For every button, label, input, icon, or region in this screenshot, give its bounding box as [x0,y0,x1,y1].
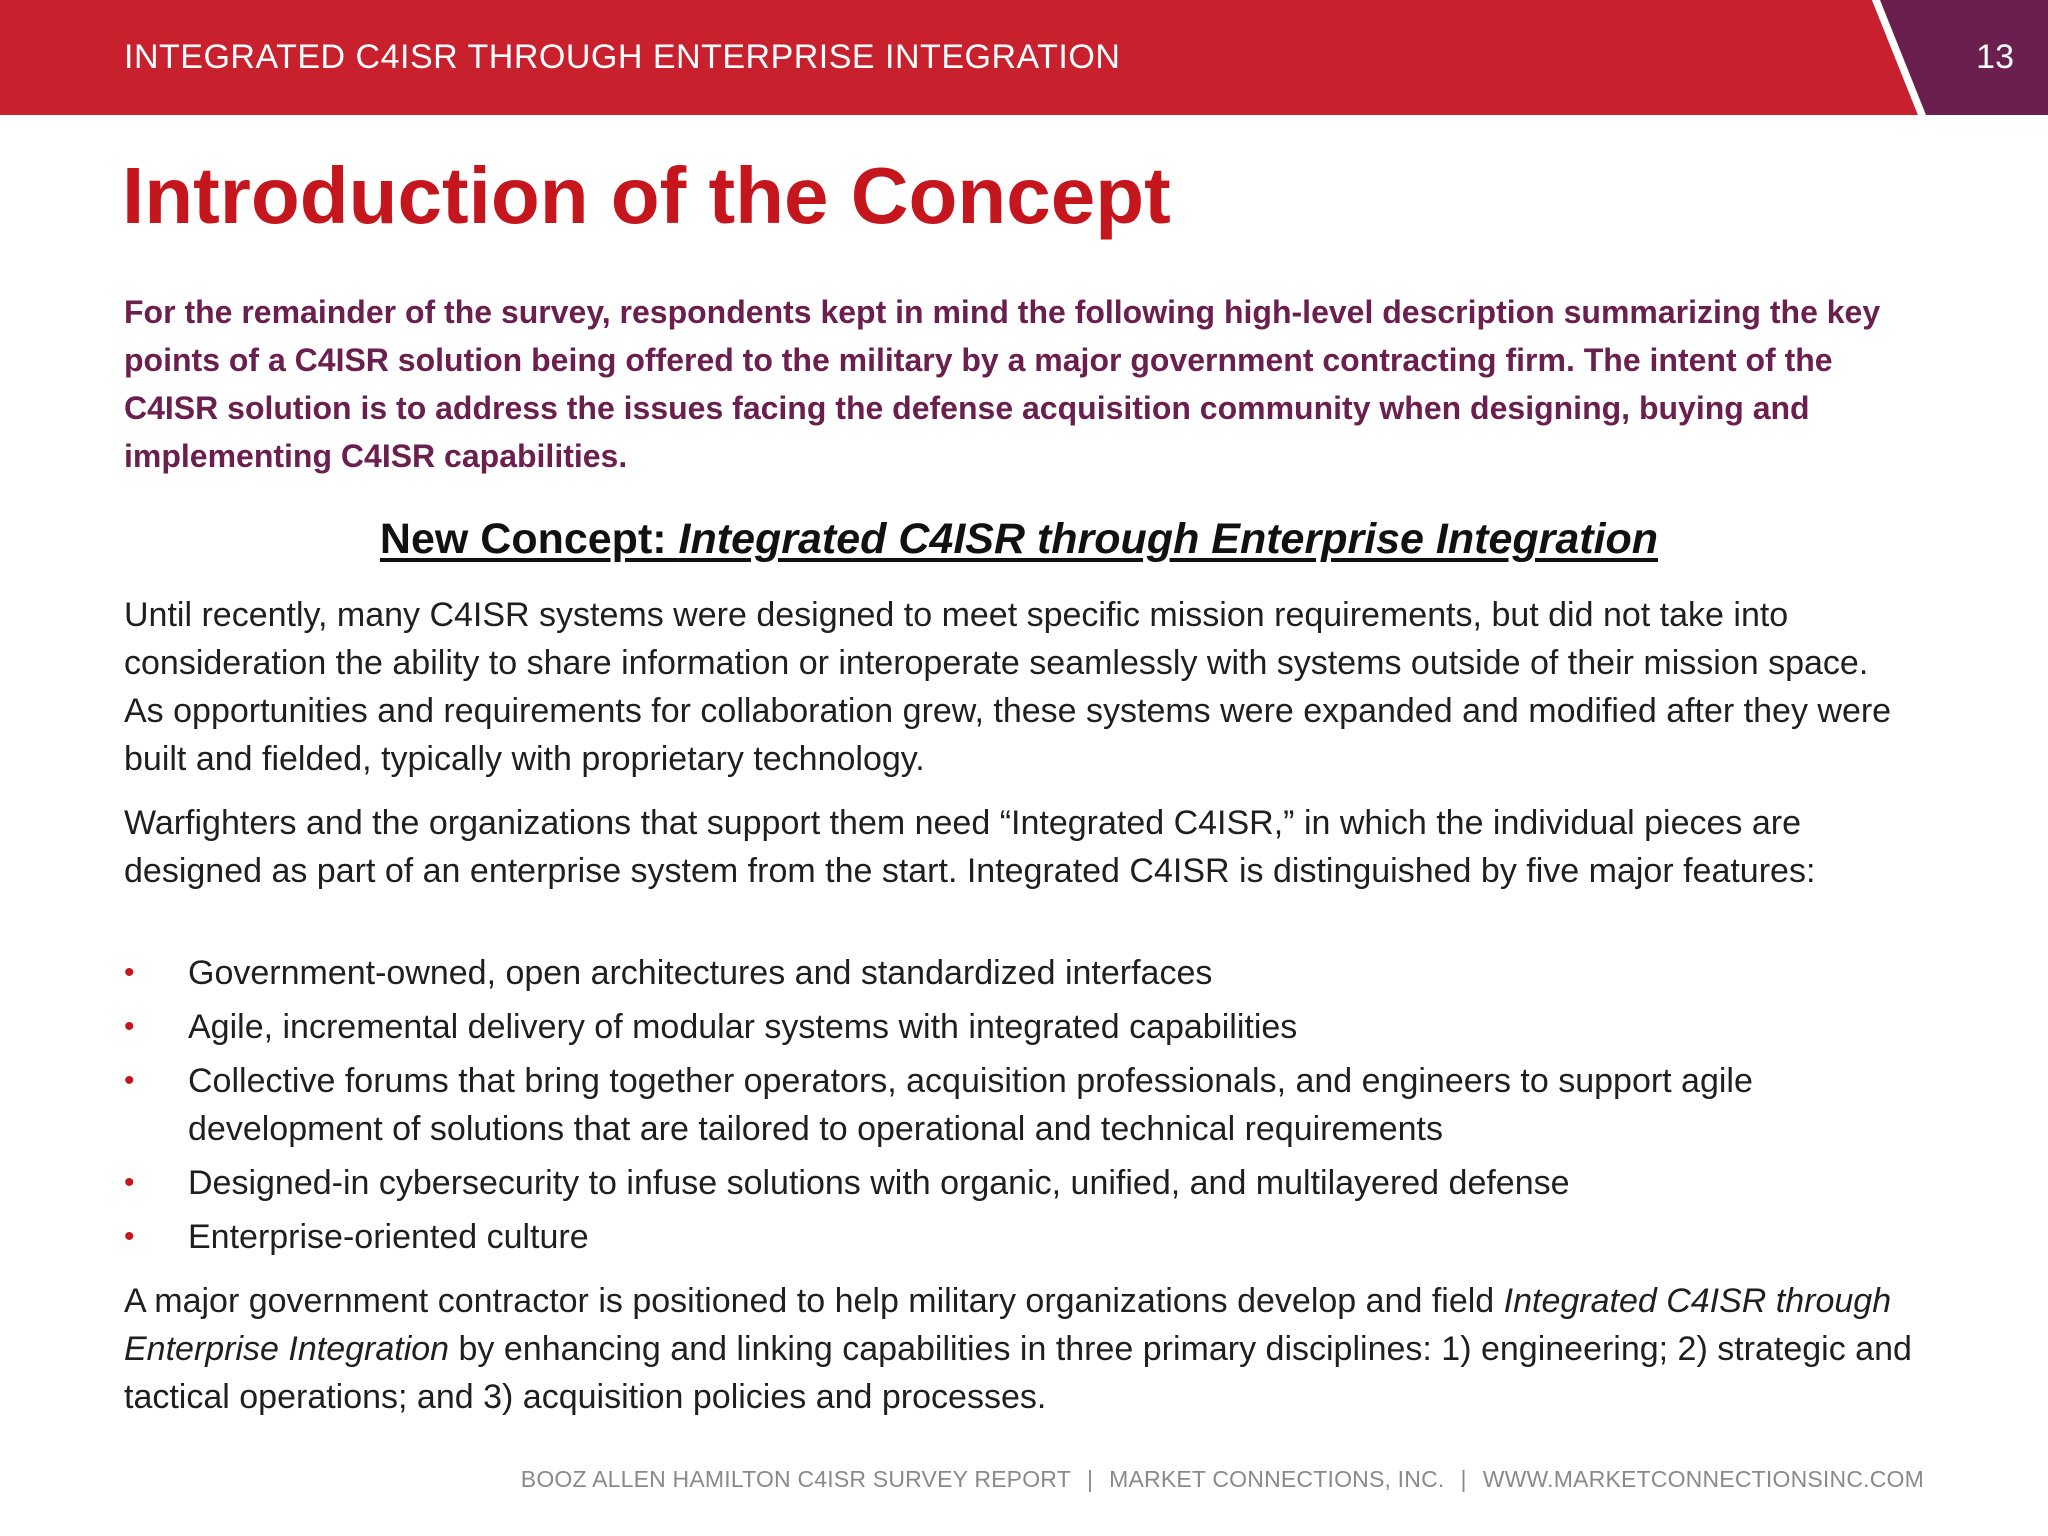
page-title: Introduction of the Concept [122,151,1171,240]
concept-heading-prefix: New Concept: [379,515,679,563]
body-paragraph-3-start: A major government contractor is positioned to help military organizations develop and field [124,1282,1504,1320]
list-item [124,1159,1914,1207]
body-paragraph-3 [124,1277,1914,1421]
body-paragraph-3-italic: Integrated C4ISR through Enterprise Integration [124,1282,1892,1368]
footer-company: MARKET CONNECTIONS, INC. [1109,1466,1445,1492]
list-item-text: Collective forums that bring together operators, acquisition professionals, and engineers to support agile development of solutions that are tailored to operational and technical requirements [188,1062,1753,1148]
concept-heading [124,515,1914,564]
list-item [124,1003,1914,1051]
footer-report-name: BOOZ ALLEN HAMILTON C4ISR SURVEY REPORT [520,1466,1071,1492]
footer-website: WWW.MARKETCONNECTIONSINC.COM [1482,1466,1924,1492]
body-paragraph-1: Until recently, many C4ISR systems were designed to meet specific mission requirements, but did not take into consideration the ability to share information or interoperate seamlessly with systems outside of their mission space. As opportunities and requirements for collaboration grew, these systems were expanded and modified after they were built and fielded, typically with proprietary technology. [124,596,1892,778]
bullet-icon: • [124,1220,135,1253]
list-item-text: Enterprise-oriented culture [188,1218,589,1256]
body-paragraph-3-end: by enhancing and linking capabilities in three primary disciplines: 1) engineering; 2) strategic and tactical operations; and 3) acquisition policies and processes. [124,1330,1912,1416]
bullet-icon: • [124,1064,135,1097]
footer-separator: | [1460,1466,1467,1492]
list-item [124,1213,1914,1261]
header-bar [0,0,2048,115]
list-item-text: Agile, incremental delivery of modular systems with integrated capabilities [188,1008,1298,1046]
bullet-icon: • [124,956,135,989]
footer-separator: | [1086,1466,1094,1492]
footer [521,1466,1924,1493]
page-number: 13 [1976,38,2014,76]
intro-paragraph: For the remainder of the survey, respondents kept in mind the following high-level description summarizing the key points of a C4ISR solution being offered to the military by a major government contracting firm. The intent of the C4ISR solution is to address the issues facing the defense acquisition community when designing, buying and implementing C4ISR capabilities. [124,294,1881,474]
bullet-icon: • [124,1166,135,1199]
section-title: INTEGRATED C4ISR THROUGH ENTERPRISE INTEGRATION [124,38,1121,76]
bullet-icon: • [124,1010,135,1043]
list-item-text: Government-owned, open architectures and standardized interfaces [188,954,1213,992]
list-item [124,1057,1914,1153]
body-paragraph-2: Warfighters and the organizations that support them need “Integrated C4ISR,” in which the individual pieces are designed as part of an enterprise system from the start. Integrated C4ISR is distinguished by five major features: [124,804,1816,890]
concept-heading-name: Integrated C4ISR through Enterprise Integration [678,515,1659,563]
list-item [124,949,1914,997]
list-item-text: Designed-in cybersecurity to infuse solutions with organic, unified, and multilayered defense [188,1164,1570,1202]
feature-list [124,949,1914,1267]
